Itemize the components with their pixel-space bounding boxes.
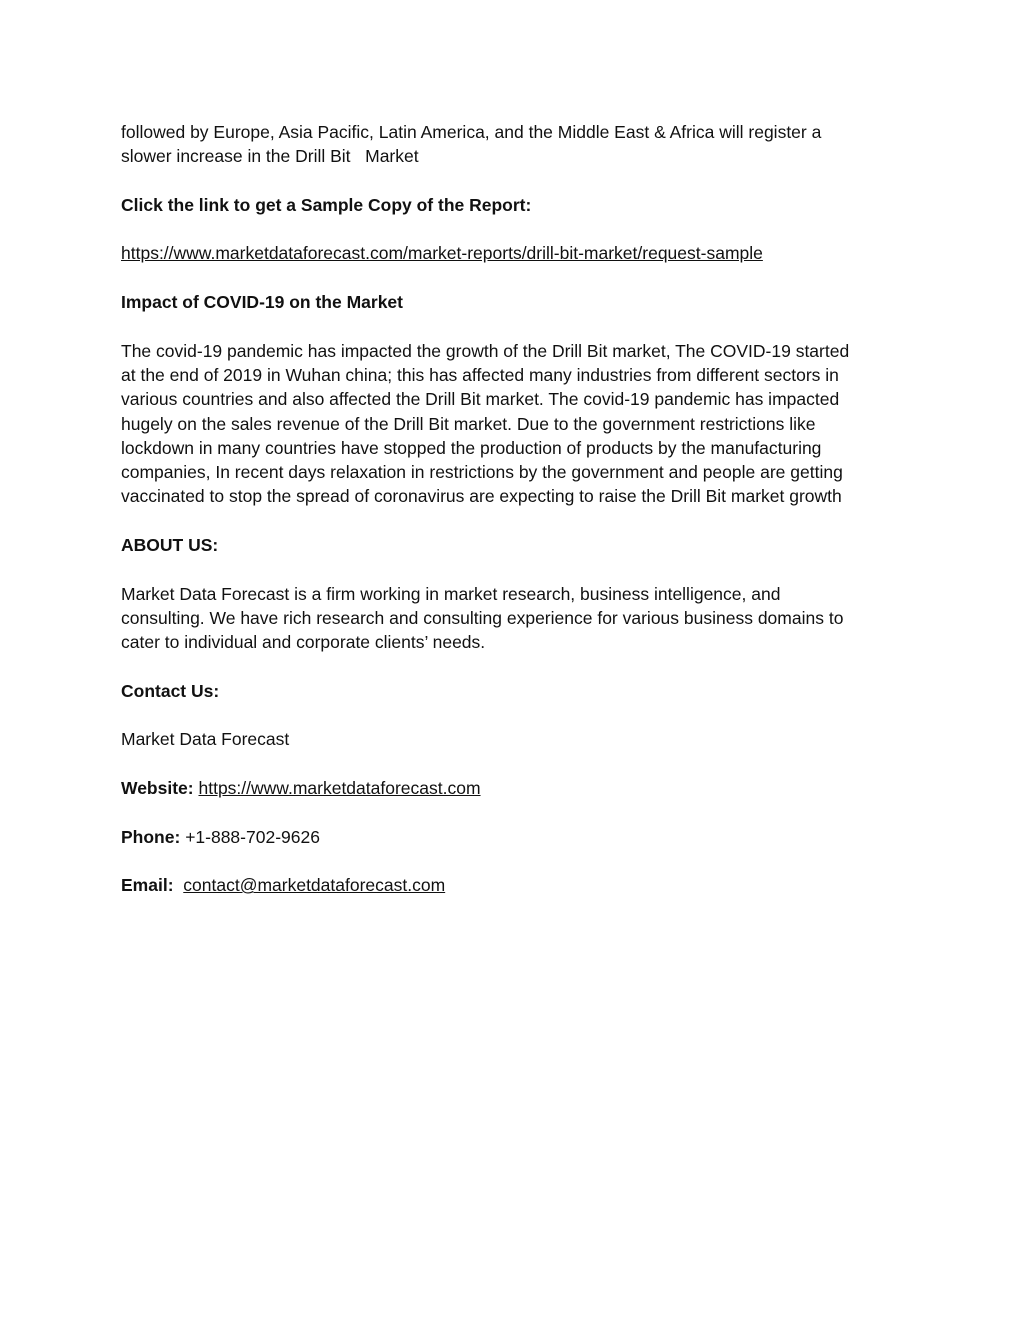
covid-line: The covid-19 pandemic has impacted the growth of the Drill Bit market, The COVID-19 started [121, 340, 850, 361]
covid-paragraph [121, 339, 911, 509]
document-body [121, 120, 911, 922]
covid-line: vaccinated to stop the spread of coronavirus are expecting to raise the Drill Bit market growth [121, 486, 842, 507]
intro-paragraph [121, 120, 911, 169]
covid-line: various countries and also affected the Drill Bit market. The covid-19 pandemic has impacted [121, 389, 840, 410]
email-label: Email: [121, 875, 174, 896]
covid-line: companies, In recent days relaxation in restrictions by the government and people are getting [121, 462, 843, 483]
website-label: Website: [121, 778, 194, 799]
about-paragraph [121, 582, 911, 655]
about-line: consulting. We have rich research and consulting experience for various business domains to [121, 607, 844, 628]
sample-link-paragraph [121, 241, 911, 265]
covid-line: lockdown in many countries have stopped the production of products by the manufacturing [121, 437, 822, 458]
website-row [121, 776, 911, 800]
sample-report-link[interactable]: https://www.marketdataforecast.com/market-reports/drill-bit-market/request-sample [121, 243, 763, 264]
covid-line: hugely on the sales revenue of the Drill Bit market. Due to the government restrictions like [121, 413, 816, 434]
about-heading: ABOUT US: [121, 535, 219, 556]
about-line: cater to individual and corporate clients’ needs. [121, 632, 486, 653]
website-link[interactable]: https://www.marketdataforecast.com [198, 778, 481, 799]
email-row [121, 873, 911, 897]
company-name: Market Data Forecast [121, 729, 290, 750]
covid-heading: Impact of COVID-19 on the Market [121, 292, 403, 313]
contact-heading: Contact Us: [121, 680, 220, 701]
phone-label: Phone: [121, 826, 181, 847]
phone-value: +1-888-702-9626 [185, 826, 320, 847]
about-line: Market Data Forecast is a firm working in market research, business intelligence, and [121, 583, 781, 604]
email-link[interactable]: contact@marketdataforecast.com [183, 875, 446, 896]
intro-line-1: followed by Europe, Asia Pacific, Latin America, and the Middle East & Africa will register a [121, 122, 822, 142]
intro-line-2: slower increase in the Drill Bit Market [121, 146, 419, 167]
sample-heading: Click the link to get a Sample Copy of the Report: [121, 194, 532, 215]
phone-row [121, 825, 911, 849]
covid-line: at the end of 2019 in Wuhan china; this has affected many industries from different sectors in [121, 364, 839, 385]
